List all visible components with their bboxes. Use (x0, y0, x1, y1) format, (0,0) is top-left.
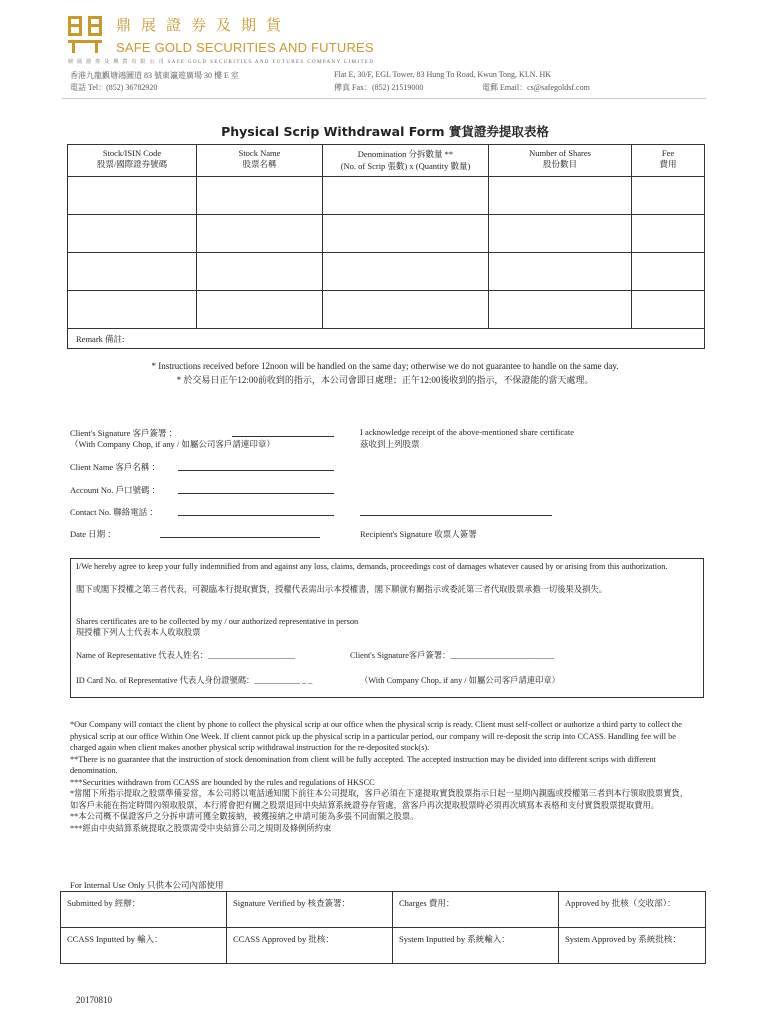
table-cell[interactable] (197, 253, 323, 291)
internal-use-table (60, 891, 706, 964)
table-cell[interactable] (68, 253, 197, 291)
note-item: **There is no guarantee that the instruction of stock denomination from client will be fully accepted. The accepted instruction may be divided into different scrips with different denomination. (70, 754, 656, 775)
table-row (68, 177, 705, 215)
authorization-chop-note: （With Company Chop, if any / 如屬公司客戶請連印章） (360, 676, 560, 685)
remark-field[interactable] (68, 329, 705, 349)
acknowledge-en: I acknowledge receipt of the above-mentioned share certificate (360, 427, 575, 437)
approved-by-cell[interactable]: Approved by 批核（交收部）： (559, 892, 706, 928)
ccass-inputted-cell[interactable]: CCASS Inputted by 輸入： (61, 928, 227, 964)
note-item: **本公司概不保證客戶之分拆申請可獲全數接納，被獲接納之申請可能為多張不同面額之股票。 (70, 812, 419, 821)
note-item: ***Securities withdrawn from CCASS are bounded by the rules and regulations of HKSCC (70, 777, 375, 787)
instruction-en: * Instructions received before 12noon will be handled on the same day; otherwise we do not guarantee to handle on the same day. (151, 361, 619, 371)
client-signature-line[interactable] (232, 436, 334, 437)
table-cell[interactable] (632, 253, 705, 291)
account-no-field[interactable] (178, 493, 334, 494)
authorization-text-cn: 閣下或閣下授權之第三者代表，可親臨本行提取實貨，授權代表需出示本授權書，閣下願就有關指示或委託第三者代取股票承擔一切後果及損失。 (76, 585, 608, 594)
address-en: Flat E, 30/F, EGL Tower, 83 Hung To Road, Kwun Tong, KLN. HK (334, 70, 552, 79)
table-header-row (68, 145, 705, 177)
representative-name-field[interactable]: Name of Representative 代表人姓名：_____________________ (76, 651, 296, 660)
remark-row (68, 329, 705, 349)
collection-text-cn: 現授權下列人士代表本人收取股票 (76, 628, 201, 637)
table-cell[interactable] (197, 291, 323, 329)
ccass-approved-cell[interactable]: CCASS Approved by 批核： (227, 928, 393, 964)
contact-no-field[interactable] (178, 515, 334, 516)
table-cell[interactable] (197, 215, 323, 253)
col-header-denomination: Denomination 分拆數量 ** (No. of Scrip 張數) x (Quantity 數量) (323, 145, 489, 177)
remark-label: Remark 備註: (76, 334, 125, 344)
company-logo-icon (66, 14, 104, 54)
note-item: ***經由中央結算系統提取之股票需受中央結算公司之規則及條例所約束 (70, 823, 332, 833)
email: 電郵 Email：cs@safegoldsf.com (482, 83, 590, 92)
recipient-signature-line[interactable] (360, 515, 552, 516)
fax: 傳真 Fax：(852) 21519000 (334, 83, 424, 92)
table-cell[interactable] (489, 177, 632, 215)
col-header-stock-code: Stock/ISIN Code 股票/國際證券號碼 (68, 145, 197, 177)
tel: 電話 Tel：(852) 36782920 (70, 83, 158, 92)
form-title: Physical Scrip Withdrawal Form 實貨證券提取表格 (221, 124, 549, 139)
table-cell[interactable] (197, 177, 323, 215)
account-no-label: Account No. 戶口號碼 ： (70, 485, 161, 495)
table-cell[interactable] (632, 177, 705, 215)
notes-block (70, 719, 704, 834)
system-approved-cell[interactable]: System Approved by 系統批核： (559, 928, 706, 964)
client-signature-label: Client's Signature 客戶簽署 ： (70, 428, 178, 438)
company-name-en: SAFE GOLD SECURITIES AND FUTURES (116, 40, 374, 55)
table-cell[interactable] (489, 291, 632, 329)
table-cell[interactable] (632, 291, 705, 329)
stock-table (67, 144, 705, 349)
authorization-text-en: I/We hereby agree to keep your fully indemnified from and against any loss, claims, demands, proceedings cost of damages whatever caused by or arising from this authorization. (76, 562, 668, 571)
recipient-signature-label: Recipient's Signature 收票人簽署 (360, 529, 477, 539)
submitted-by-cell[interactable]: Submitted by 經辦： (61, 892, 227, 928)
table-cell[interactable] (68, 215, 197, 253)
table-cell[interactable] (323, 177, 489, 215)
internal-use-heading: For Internal Use Only 只供本公司內部使用 (70, 880, 224, 890)
client-name-field[interactable] (178, 470, 334, 471)
table-cell[interactable] (323, 215, 489, 253)
table-row (68, 215, 705, 253)
company-tagline: 鼎 展 證 券 及 期 貨 有 限 公 司 SAFE GOLD SECURITIES AND FUTURES COMPANY LIMITED (68, 60, 375, 65)
date-field[interactable] (160, 537, 320, 538)
note-item: 如客戶未能在指定時間內領取股票，本行將會把有關之股票退回中央結算系統證券存管處，當客戶再次提取股票時必須再次填寫本表格和支付實貨股票提取費用。 (70, 800, 660, 810)
collection-text-en: Shares certificates are to be collected by my / our authorized representative in person (76, 617, 359, 626)
table-cell[interactable] (68, 177, 197, 215)
date-label: Date 日期 ： (70, 529, 116, 539)
company-chop-note: （With Company Chop, if any / 如屬公司客戶請連印章） (70, 439, 275, 449)
system-inputted-cell[interactable]: System Inputted by 系統輸入： (393, 928, 559, 964)
charges-cell[interactable]: Charges 費用： (393, 892, 559, 928)
company-name-cn: 鼎展證券及期貨 (116, 16, 292, 34)
instruction-cn: * 於交易日正午12:00前收到的指示，本公司會即日處理；正午12:00後收到的指示，不保證能的當天處理。 (176, 375, 594, 385)
note-item: *Our Company will contact the client by phone to collect the physical scrip at our office when the physical scrip is ready. Client must self-collect or authorize a third party to collect the physical scrip at our office Within One Week. If client cannot pick up the physical scrip in a particular period, our company will re-deposit the scrip into CCASS. Handling fee will be charged again when client makes another physical scrip withdrawal instruction for the re-deposited stock(s). (70, 720, 682, 752)
acknowledge-cn: 茲收到上列股票 (360, 439, 420, 449)
col-header-fee: Fee 費用 (632, 145, 705, 177)
table-cell[interactable] (323, 291, 489, 329)
contact-no-label: Contact No. 聯絡電話 ： (70, 507, 158, 517)
form-version-code: 20170810 (76, 995, 112, 1005)
authorization-client-signature-field[interactable]: Client's Signature客戶簽署：_________________________ (350, 651, 555, 660)
internal-row (61, 928, 706, 964)
internal-row (61, 892, 706, 928)
header-divider (62, 98, 706, 99)
table-cell[interactable] (489, 215, 632, 253)
table-cell[interactable] (489, 253, 632, 291)
table-cell[interactable] (323, 253, 489, 291)
note-item: *當閣下所指示提取之股票準備妥當，本公司將以電話通知閣下前往本公司提取，客戶必須在下達提取實貨股票指示日起一星期內親臨或授權第三者到本行領取股票實貨， (70, 789, 689, 798)
table-row (68, 253, 705, 291)
signature-verified-cell[interactable]: Signature Verified by 核查簽署： (227, 892, 393, 928)
address-cn: 香港九龍觀塘鴻圖道 83 號東瀛遊廣場 30 樓 E 室 (70, 71, 239, 80)
col-header-stock-name: Stock Name 股票名稱 (197, 145, 323, 177)
table-row (68, 291, 705, 329)
representative-id-field[interactable]: ID Card No. of Representative 代表人身份證號碼：___________ _ _ (76, 676, 313, 685)
col-header-number-of-shares: Number of Shares 股份數目 (489, 145, 632, 177)
table-cell[interactable] (68, 291, 197, 329)
client-name-label: Client Name 客戶名稱 ： (70, 462, 160, 472)
table-cell[interactable] (632, 215, 705, 253)
